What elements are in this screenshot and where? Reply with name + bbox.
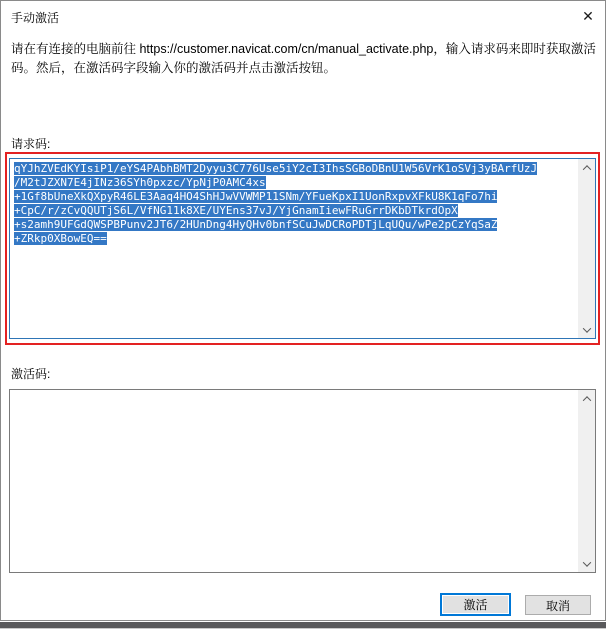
instruction-text: 请在有连接的电脑前往 https://customer.navicat.com/cn/manual_activate.php，输入请求码来即时获取激活码。然后，在激活码字段输入你的激活码并点击激活按钮。: [11, 42, 596, 75]
activation-code-textarea[interactable]: [9, 389, 596, 573]
request-code-label: 请求码:: [11, 137, 51, 151]
request-code-line: +ZRkp0XBowEQ==: [14, 232, 107, 245]
activation-code-label: 激活码:: [11, 367, 51, 381]
request-code-line: qYJhZVEdKYIsiP1/eYS4PAbhBMT2Dyyu3C776Use5iY2cI3IhsSGBoDBnU1W56VrK1oSVj3yBArfUzJ: [14, 162, 538, 175]
request-code-line: +1Gf8bUneXkQXpyR46LE3Aaq4HO4ShHJwVVWMP11SNm/YFueKpxI1UonRxpvXFkU8K1qFo7hi: [14, 190, 498, 203]
activation-code-scrollbar[interactable]: [578, 390, 595, 572]
dialog-title: 手动激活: [11, 11, 60, 25]
activate-button-label: 激活: [443, 596, 508, 613]
request-code-textarea[interactable]: [9, 158, 596, 339]
scroll-down-icon[interactable]: [578, 555, 595, 572]
scroll-up-icon[interactable]: [578, 159, 595, 176]
titlebar[interactable]: [1, 1, 605, 33]
close-icon: ✕: [582, 8, 594, 24]
request-code-line: /M2tJZXN7E4jINz36SYh0pxzc/YpNjP0AMC4xs: [14, 176, 266, 189]
activate-button[interactable]: [440, 593, 511, 616]
cancel-button[interactable]: 取消: [525, 595, 591, 615]
request-code-scrollbar[interactable]: [578, 159, 595, 338]
request-code-line: +s2amh9UFGdQWSPBPunv2JT6/2HUnDng4HyQHv0bnfSCuJwDCRoPDTjLqUQu/wPe2pCzYqSaZ: [14, 218, 498, 231]
request-code-text: [14, 162, 574, 246]
scroll-down-icon[interactable]: [578, 321, 595, 338]
request-code-line: +CpC/r/zCvQQUTjS6L/VfNG11k8XE/UYEns37vJ/YjGnamIiewFRuGrrDKbDTkrdOpX: [14, 204, 458, 217]
close-button[interactable]: [573, 3, 603, 29]
scroll-up-icon[interactable]: [578, 390, 595, 407]
